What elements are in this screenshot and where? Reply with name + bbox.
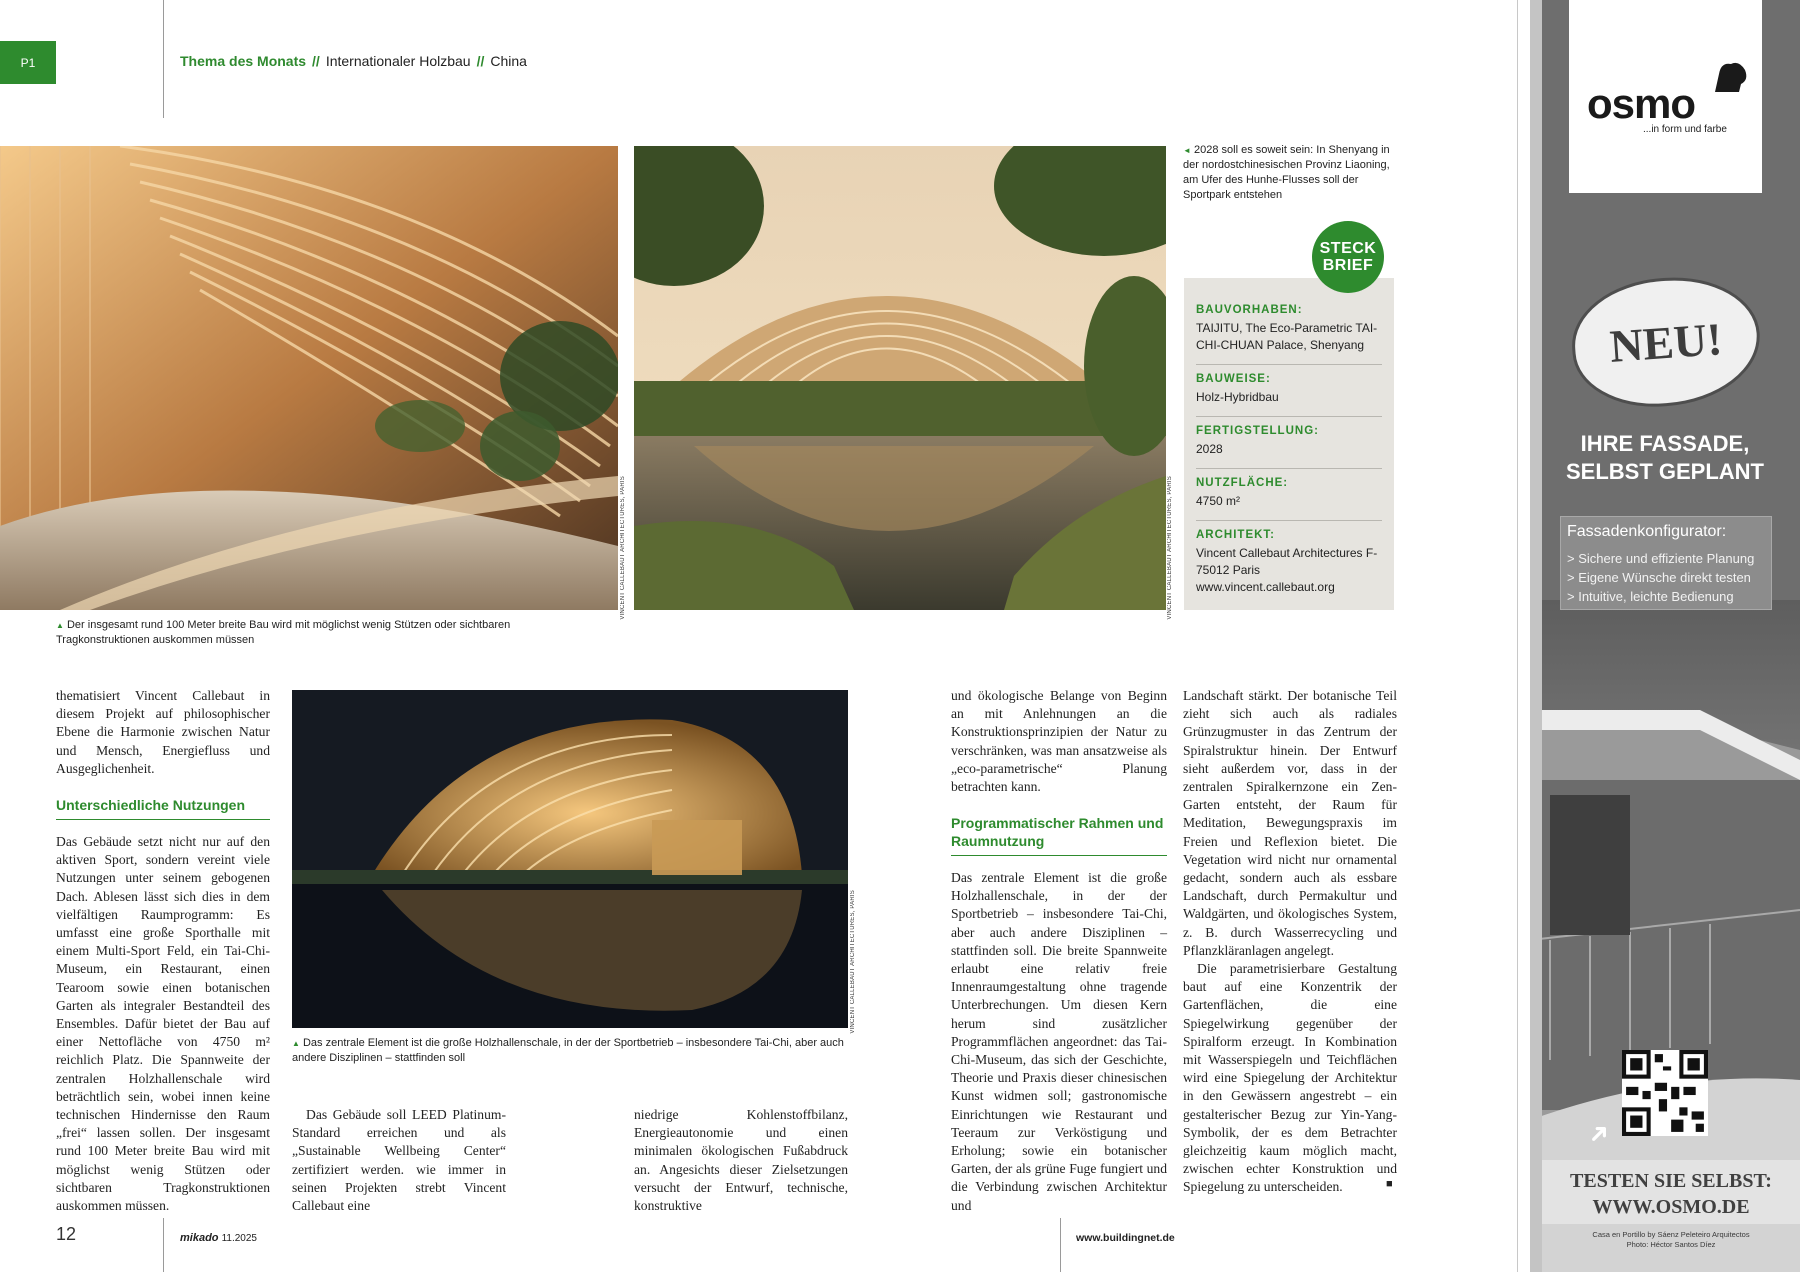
configurator-bullets	[1567, 549, 1754, 606]
col5-p1: Landschaft stärkt. Der botanische Teil zieht sich auch als radiales Grünzugmuster in das Zentrum der Spiralstruktur hinein. Der Entwurf sieht außerdem vor, dass in der zentralen Spiralkernzone ein Zen-Garten entsteht, der Raum für Meditation, Bewegungspraxis im Freien und Reflexion bietet. Die Vegetation wird nicht nur ornamental gedacht, sondern auch als essbare Landschaft, durch Permakultur und Waldgärten, und ökologisches System, z. B. durch Wasserrecycling und Pflanzkläranlagen angelegt.	[1183, 688, 1397, 958]
page-tag: P1	[0, 41, 56, 84]
steckbrief-item	[1196, 469, 1382, 521]
night-caption-text: Das zentrale Element ist die große Holzhallenschale, in der der Sportbetrieb – insbesondere Tai-Chi, aber auch andere Disziplinen – stattfinden soll	[292, 1037, 844, 1064]
osmo-tagline: ...in form und farbe	[1643, 124, 1727, 135]
configurator-title: Fassadenkonfigurator:	[1567, 523, 1727, 540]
breadcrumb-separator: //	[312, 53, 320, 69]
osmo-logo-box	[1569, 0, 1762, 193]
steckbrief-value: Holz-Hybridbau	[1196, 390, 1279, 404]
steckbrief-label: BAUVORHABEN:	[1196, 304, 1303, 316]
badge-line: BRIEF	[1322, 257, 1374, 274]
steckbrief-value: 4750 m²	[1196, 494, 1241, 508]
park-illustration	[634, 146, 1166, 610]
steckbrief-item	[1196, 521, 1382, 606]
footer-divider-left	[163, 1218, 164, 1272]
ad-headline	[1530, 430, 1800, 486]
subheading-programmatischer-rahmen: Programmatischer Rahmen und Raumnutzung	[951, 814, 1167, 856]
neu-text: NEU!	[1608, 312, 1724, 372]
article-column-4-body	[951, 869, 1167, 1215]
article-column-5	[1183, 687, 1397, 1197]
steckbrief-value: 2028	[1196, 442, 1223, 456]
configurator-bullet: > Intuitive, leichte Bedienung	[1567, 589, 1734, 604]
night-photo-credit: VINCENT CALLEBAUT ARCHITECTURES, PARIS	[850, 890, 856, 1034]
arrow-icon: ➜	[1580, 1114, 1617, 1152]
article-column-4	[951, 687, 1167, 796]
col1-intro: thematisiert Vincent Callebaut in diesem Projekt auf philosophischer Ebene die Harmonie zwischen Natur und Mensch, Energiefluss und Ausgeglichenheit.	[56, 688, 270, 776]
interior-illustration	[0, 146, 618, 610]
footer-divider-right	[1060, 1218, 1061, 1272]
night-illustration	[292, 690, 848, 1028]
ad-headline-line: IHRE FASSADE,	[1580, 431, 1750, 456]
park-photo-credit: VINCENT CALLEBAUT ARCHITECTURES, PARIS	[1167, 476, 1173, 620]
article-column-1	[56, 687, 270, 778]
osmo-tree-icon	[1709, 58, 1749, 92]
breadcrumb-topic: Internationaler Holzbau	[325, 53, 471, 69]
steckbrief-item	[1196, 296, 1382, 365]
article-column-3	[634, 1106, 848, 1215]
col2-text: Das Gebäude soll LEED Platinum-Standard erreichen und als „Sustainable Wellbeing Center“ zertifiziert werden. wie immer in seinen Projekten strebt Vincent Callebaut eine	[292, 1107, 506, 1214]
breadcrumb	[180, 53, 527, 69]
qr-code-icon[interactable]	[1622, 1050, 1708, 1136]
steckbrief-item	[1196, 417, 1382, 469]
ad-cta-url[interactable]: WWW.OSMO.DE	[1592, 1196, 1750, 1218]
article-column-2	[292, 1106, 506, 1215]
steckbrief-item	[1196, 365, 1382, 417]
steckbrief-label: ARCHITEKT:	[1196, 529, 1275, 541]
steckbrief-value: Vincent Callebaut Architectures F-75012 Paris www.vincent.callebaut.org	[1196, 546, 1378, 594]
steckbrief-badge	[1312, 221, 1384, 293]
night-photo	[292, 690, 848, 1028]
col3-text: niedrige Kohlenstoffbilanz, Energieautonomie und einen minimalen ökologischen Fußabdruck an. Angesichts dieser Zielsetzungen versucht der Entwurf, technische, konstruktive	[634, 1107, 848, 1214]
breadcrumb-separator: //	[476, 53, 485, 69]
ad-headline-line: SELBST GEPLANT	[1565, 459, 1764, 484]
caption-pointer-icon: ▲	[292, 1039, 300, 1048]
interior-photo	[0, 146, 618, 610]
configurator-bullet: > Eigene Wünsche direkt testen	[1567, 570, 1751, 585]
col4-intro: und ökologische Belange von Beginn an mit Anlehnungen an die Konstruktionsprinzipien der Natur zu verschränken, was man ansatzweise als „eco-parametrische“ Planung betrachten kann.	[951, 688, 1167, 795]
magazine-issue	[180, 1232, 257, 1244]
ad-strip	[1530, 0, 1542, 1272]
steckbrief-label: FERTIGSTELLUNG:	[1196, 425, 1319, 437]
park-photo	[634, 146, 1166, 610]
badge-line: STECK	[1319, 240, 1377, 257]
subheading-unterschiedliche-nutzungen: Unterschiedliche Nutzungen	[56, 796, 270, 820]
steckbrief-value: TAIJITU, The Eco-Parametric TAI-CHI-CHUAN Palace, Shenyang	[1196, 321, 1378, 352]
configurator-box	[1560, 516, 1772, 610]
article-end-mark: ■	[1386, 1178, 1393, 1190]
ad-cta-line: TESTEN SIE SELBST:	[1570, 1170, 1772, 1192]
ad-cta-box[interactable]	[1542, 1160, 1800, 1224]
page-number: 12	[56, 1224, 77, 1244]
interior-photo-caption	[56, 618, 546, 648]
page-gutter	[1517, 0, 1518, 1272]
magazine-name: mikado	[180, 1232, 219, 1244]
ad-photo-credit-line: Casa en Portillo by Sáenz Peleteiro Arquitectos	[1592, 1230, 1750, 1239]
steckbrief-list	[1196, 296, 1382, 606]
breadcrumb-section: Thema des Monats	[180, 53, 307, 69]
interior-caption-text: Der insgesamt rund 100 Meter breite Bau wird mit möglichst wenig Stützen oder sichtbaren Tragkonstruktionen auskommen müssen	[56, 619, 511, 646]
breadcrumb-country: China	[490, 53, 527, 69]
ad-photo-credit-line: Photo: Héctor Santos Díez	[1626, 1240, 1716, 1249]
ad-photo-credit	[1542, 1230, 1800, 1250]
col4-body: Das zentrale Element ist die große Holzhallenschale, in der der Sportbetrieb – insbesondere Tai-Chi, aber auch andere Disziplinen – stattfinden soll. Die breite Spannweite erlaubt eine relativ freie Innenraumgestaltung ohne tragende Unterbrechungen. Um diesen Kern herum sind zusätzlicher Programmflächen angeordnet: das Tai-Chi-Museum, das sich der Geschichte, Theorie und Praxis dieser chinesischen Kunst widmen soll; gastronomische Einrichtungen wie Restaurant und Teeraum zur Verköstigung und Erholung; sowie ein botanischer Garten, der als grüne Fuge fungiert und die Verbindung zwischen Architektur und	[951, 870, 1167, 1213]
park-photo-caption	[1183, 143, 1393, 203]
osmo-brand: osmo	[1587, 80, 1696, 127]
website-link[interactable]: www.buildingnet.de	[1076, 1232, 1175, 1244]
caption-pointer-icon: ◄	[1183, 146, 1191, 155]
steckbrief-label: NUTZFLÄCHE:	[1196, 477, 1289, 489]
configurator-bullet: > Sichere und effiziente Planung	[1567, 551, 1755, 566]
issue-number: 11.2025	[221, 1233, 257, 1244]
steckbrief-label: BAUWEISE:	[1196, 373, 1271, 385]
park-caption-text: 2028 soll es soweit sein: In Shenyang in der nordostchinesischen Provinz Liaoning, am Ufer des Hunhe-Flusses soll der Sportpark entstehen	[1183, 144, 1390, 201]
col5-p2: Die parametrisierbare Gestaltung baut auf eine Konzentrik der Gartenflächen, die eine Spiegelwirkung gegenüber der Spiralform erzeugt. In Kombination mit Wasserspiegeln und Teichflächen wird eine Spiegelung der Architektur in den Gewässern angestrebt – ein gestalterischer Bezug zur Yin-Yang-Symbolik, der es dem Betrachter gleichzeitig kaum möglich macht, zwischen echter Konstruktion und Spiegelung zu unterscheiden.	[1183, 961, 1397, 1195]
header-divider	[163, 0, 164, 118]
col1-body: Das Gebäude setzt nicht nur auf den aktiven Sport, sondern vereint viele Nutzungen unter seinem gebogenen Dach. Ablesen lässt sich dies in dem vielfältigen Raumprogramm: Es umfasst eine große Sporthalle mit einem Multi-Sport Feld, ein Tai-Chi-Museum, ein Restaurant, einen Tearoom sowie einen botanischen Garten als integraler Bestandteil des Ensembles. Dafür bietet der Bau auf einer Nettofläche von 4750 m² reichlich Platz. Die Spannweite der zentralen Holzhallenschale wird beträchtlich sein, wobei innen keine technischen Hindernisse den Raum „frei“ lassen sollen. Der insgesamt rund 100 Meter breite Bau wird mit möglichst wenig Stützen oder sichtbaren Tragkonstruktionen auskommen müssen.	[56, 834, 270, 1214]
interior-photo-credit: VINCENT CALLEBAUT ARCHITECTURES, PARIS	[620, 476, 626, 620]
steckbrief-box	[1184, 278, 1394, 610]
caption-pointer-icon: ▲	[56, 621, 64, 630]
night-photo-caption	[292, 1036, 848, 1066]
article-column-1-body	[56, 833, 270, 1215]
osmo-advertisement[interactable]	[1530, 0, 1800, 1272]
